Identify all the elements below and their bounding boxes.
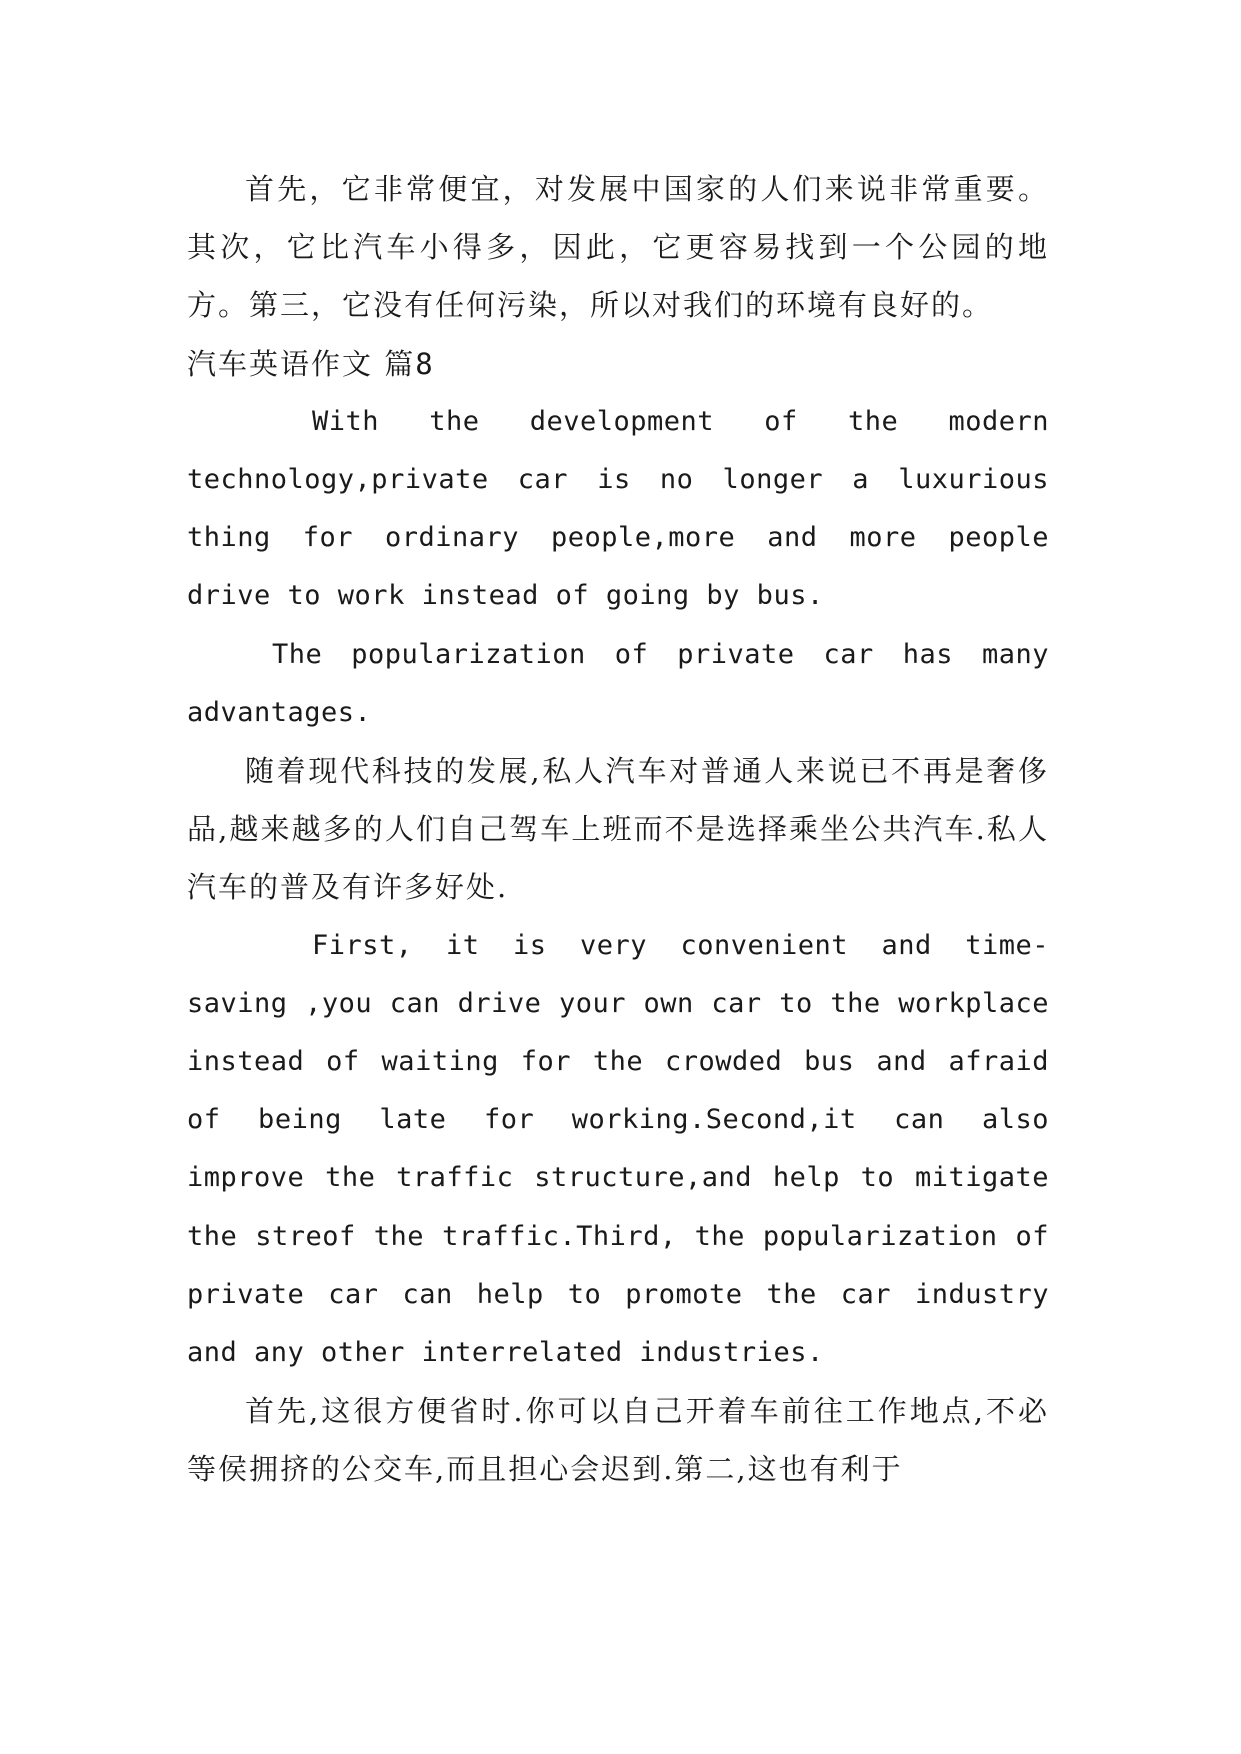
paragraph-chinese-2: 随着现代科技的发展,私人汽车对普通人来说已不再是奢侈品,越来越多的人们自己驾车上班而不是选择乘坐公共汽车.私人汽车的普及有许多好处. bbox=[187, 754, 1049, 905]
section-heading-number: 8 bbox=[415, 346, 435, 381]
paragraph-chinese-1: 首先，它非常便宜，对发展中国家的人们来说非常重要。其次，它比汽车小得多，因此，它更容易找到一个公园的地方。第三，它没有任何污染，所以对我们的环境有良好的。 bbox=[187, 172, 1049, 323]
paragraph-english-1: With the development of the modern technology,private car is no longer a luxurious thing for ordinary people,more and more people drive to work instead of going by bus. bbox=[187, 405, 1049, 612]
section-heading-text: 汽车英语作文 篇 bbox=[187, 346, 416, 381]
paragraph-chinese-3: 首先,这很方便省时.你可以自己开着车前往工作地点,不必等侯拥挤的公交车,而且担心会迟到.第二,这也有利于 bbox=[187, 1394, 1049, 1487]
paragraph-english-2: The popularization of private car has many advantages. bbox=[187, 638, 1049, 728]
section-heading bbox=[187, 335, 1049, 393]
document-page bbox=[187, 160, 1049, 1499]
paragraph-english-3: First, it is very convenient and time-saving ,you can drive your own car to the workplace instead of waiting for the crowded bus and afraid of being late for working.Second,it can also improve the traffic structure,and help to mitigate the streof the traffic.Third, the popularization of private car can help to promote the car industry and any other interrelated industries. bbox=[187, 929, 1049, 1369]
